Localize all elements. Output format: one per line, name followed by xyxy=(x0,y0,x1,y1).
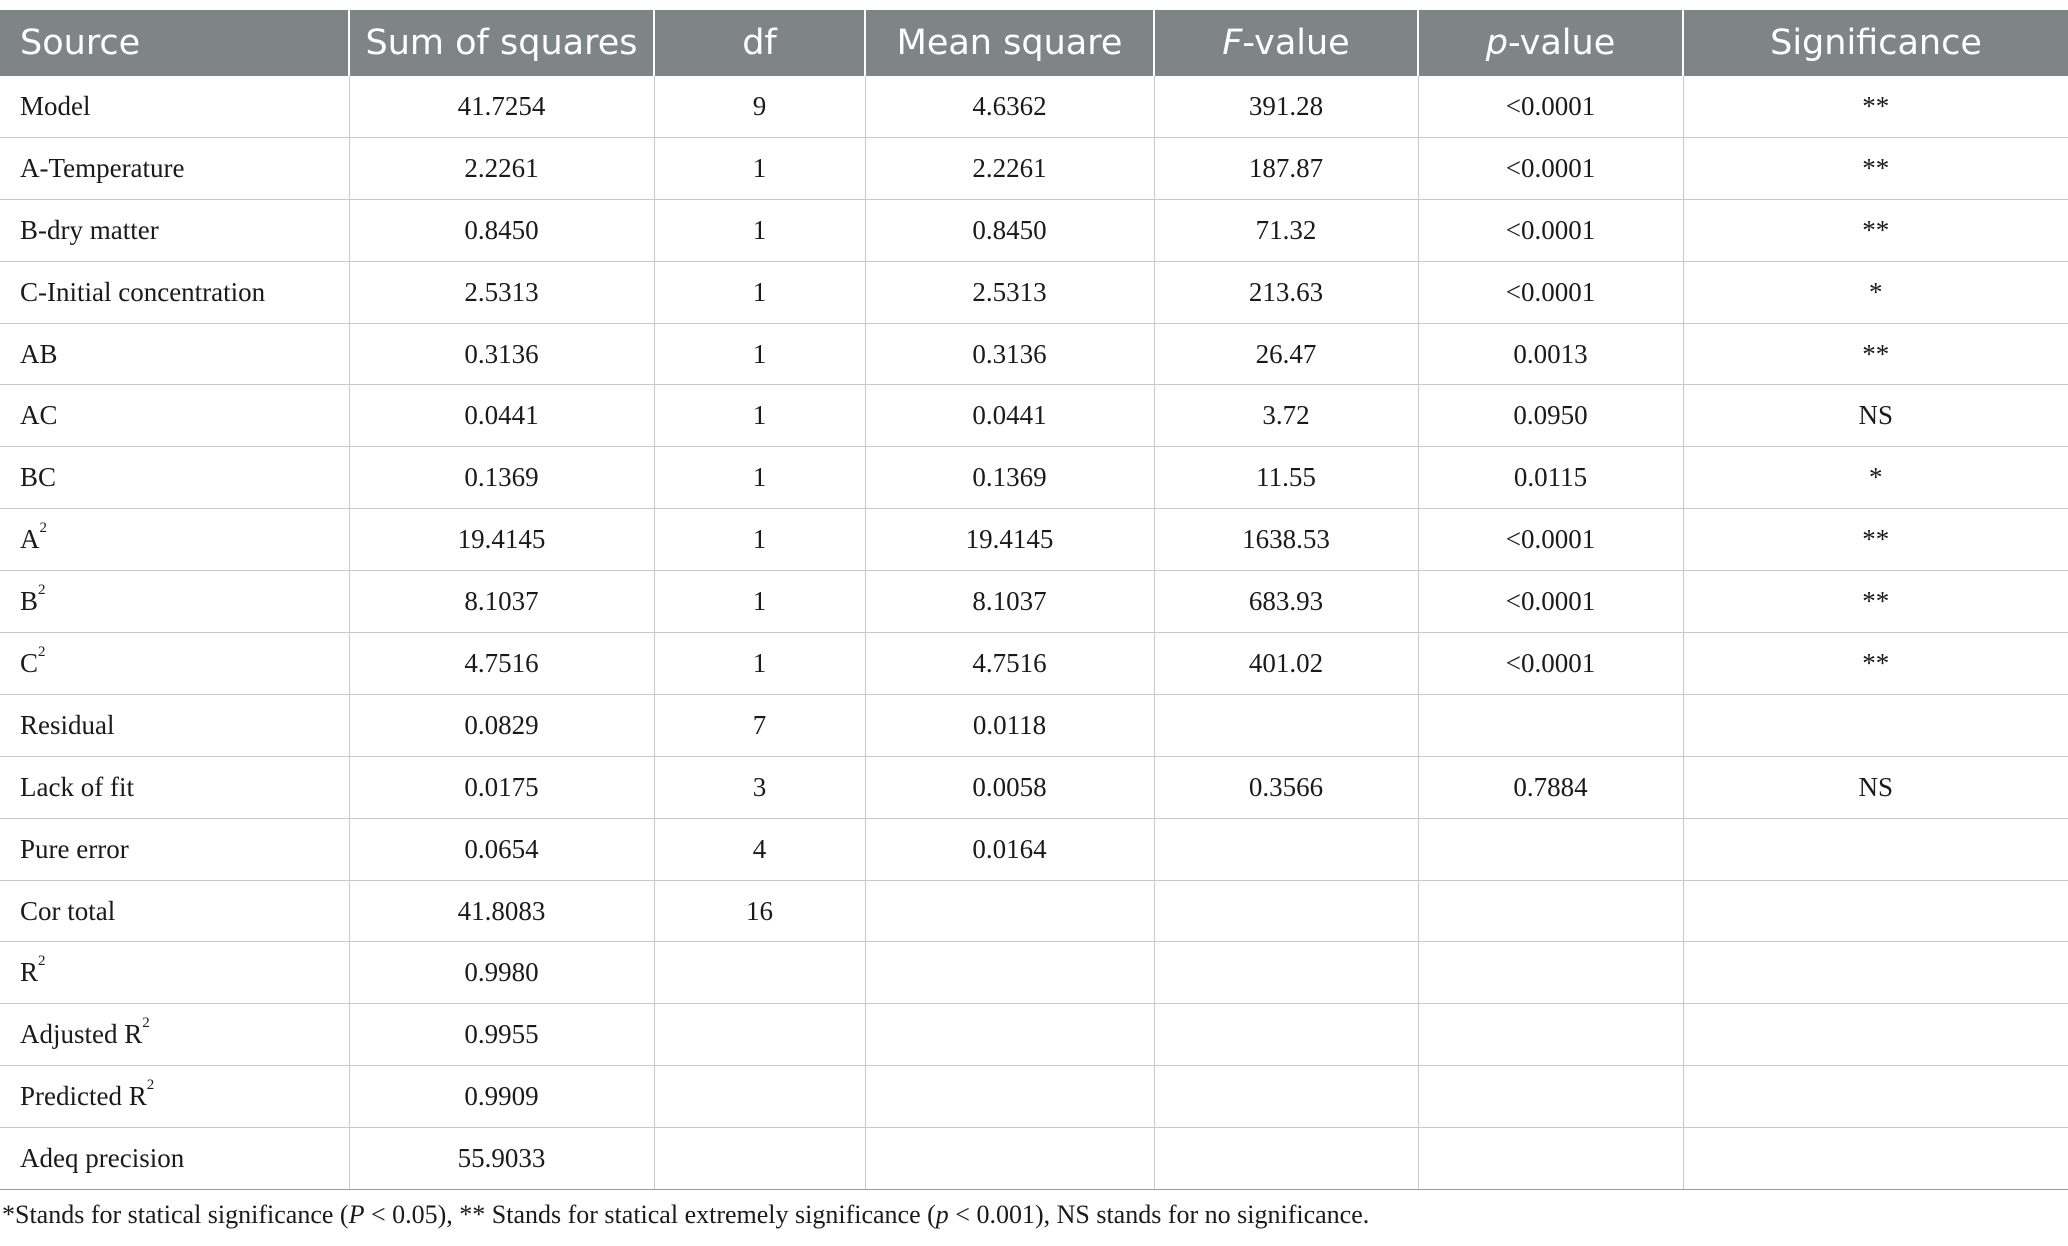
cell-source xyxy=(0,571,349,633)
cell-p-value xyxy=(1418,1066,1683,1128)
cell-significance: ** xyxy=(1683,76,2068,137)
cell-df: 1 xyxy=(654,633,865,695)
cell-mean-square: 2.5313 xyxy=(865,261,1154,323)
cell-f-value: 187.87 xyxy=(1154,137,1418,199)
cell-significance: ** xyxy=(1683,323,2068,385)
cell-f-value xyxy=(1154,1066,1418,1128)
cell-source xyxy=(0,76,349,137)
anova-table-container xyxy=(0,10,2068,1190)
cell-f-value xyxy=(1154,818,1418,880)
cell-mean-square xyxy=(865,1066,1154,1128)
cell-p-value: 0.0950 xyxy=(1418,385,1683,447)
cell-sum-of-squares: 0.1369 xyxy=(349,447,654,509)
cell-significance xyxy=(1683,1066,2068,1128)
cell-p-value: <0.0001 xyxy=(1418,137,1683,199)
cell-significance: ** xyxy=(1683,633,2068,695)
cell-p-value: <0.0001 xyxy=(1418,509,1683,571)
source-label: B xyxy=(20,586,39,617)
table-row xyxy=(0,199,2068,261)
cell-p-value xyxy=(1418,818,1683,880)
source-label: Adjusted R xyxy=(20,1019,143,1050)
cell-df xyxy=(654,1066,865,1128)
cell-sum-of-squares: 0.0654 xyxy=(349,818,654,880)
cell-mean-square: 4.7516 xyxy=(865,633,1154,695)
cell-p-value: <0.0001 xyxy=(1418,571,1683,633)
cell-f-value: 213.63 xyxy=(1154,261,1418,323)
footnote-p-low: p xyxy=(935,1200,949,1229)
cell-sum-of-squares: 0.9909 xyxy=(349,1066,654,1128)
anova-table xyxy=(0,10,2068,1190)
table-row xyxy=(0,756,2068,818)
cell-p-value xyxy=(1418,694,1683,756)
cell-f-value: 71.32 xyxy=(1154,199,1418,261)
cell-source xyxy=(0,942,349,1004)
header-significance: Significance xyxy=(1683,10,2068,76)
cell-source xyxy=(0,385,349,447)
source-label: C-Initial concentration xyxy=(20,276,266,307)
cell-mean-square: 0.0058 xyxy=(865,756,1154,818)
cell-p-value: 0.7884 xyxy=(1418,756,1683,818)
table-row xyxy=(0,509,2068,571)
source-superscript: 2 xyxy=(146,1077,155,1094)
source-superscript: 2 xyxy=(38,643,46,660)
cell-df: 1 xyxy=(654,571,865,633)
header-p-rest: -value xyxy=(1507,23,1616,63)
cell-sum-of-squares: 4.7516 xyxy=(349,633,654,695)
cell-mean-square xyxy=(865,1004,1154,1066)
source-label: AB xyxy=(20,338,58,369)
table-row xyxy=(0,447,2068,509)
table-row xyxy=(0,76,2068,137)
source-superscript: 2 xyxy=(39,520,47,537)
header-source: Source xyxy=(0,10,349,76)
cell-df: 1 xyxy=(654,261,865,323)
cell-significance xyxy=(1683,880,2068,942)
table-row xyxy=(0,261,2068,323)
cell-source xyxy=(0,447,349,509)
cell-significance xyxy=(1683,1004,2068,1066)
cell-source xyxy=(0,261,349,323)
cell-df: 1 xyxy=(654,509,865,571)
cell-f-value xyxy=(1154,880,1418,942)
cell-significance: * xyxy=(1683,447,2068,509)
cell-source xyxy=(0,1004,349,1066)
cell-mean-square: 2.2261 xyxy=(865,137,1154,199)
cell-mean-square: 8.1037 xyxy=(865,571,1154,633)
cell-significance xyxy=(1683,1128,2068,1190)
cell-significance: ** xyxy=(1683,137,2068,199)
cell-sum-of-squares: 2.5313 xyxy=(349,261,654,323)
table-row xyxy=(0,571,2068,633)
source-label: Adeq precision xyxy=(20,1143,185,1174)
cell-sum-of-squares: 0.8450 xyxy=(349,199,654,261)
cell-f-value: 3.72 xyxy=(1154,385,1418,447)
cell-sum-of-squares: 41.8083 xyxy=(349,880,654,942)
cell-f-value xyxy=(1154,694,1418,756)
cell-sum-of-squares: 0.0175 xyxy=(349,756,654,818)
cell-p-value: <0.0001 xyxy=(1418,199,1683,261)
cell-df: 3 xyxy=(654,756,865,818)
cell-sum-of-squares: 0.0829 xyxy=(349,694,654,756)
cell-sum-of-squares: 0.9980 xyxy=(349,942,654,1004)
cell-f-value: 0.3566 xyxy=(1154,756,1418,818)
cell-p-value xyxy=(1418,1128,1683,1190)
footnote-part1: *Stands for statical significance ( xyxy=(2,1200,349,1229)
cell-sum-of-squares: 41.7254 xyxy=(349,76,654,137)
cell-significance xyxy=(1683,942,2068,1004)
table-row xyxy=(0,1004,2068,1066)
source-superscript: 2 xyxy=(38,953,46,970)
header-df: df xyxy=(654,10,865,76)
cell-source xyxy=(0,818,349,880)
cell-df: 7 xyxy=(654,694,865,756)
cell-source xyxy=(0,137,349,199)
source-label: Lack of fit xyxy=(20,771,134,802)
cell-sum-of-squares: 0.9955 xyxy=(349,1004,654,1066)
source-label: Pure error xyxy=(20,833,129,864)
table-row xyxy=(0,323,2068,385)
cell-p-value: 0.0115 xyxy=(1418,447,1683,509)
cell-mean-square: 0.8450 xyxy=(865,199,1154,261)
header-f-italic: F xyxy=(1222,23,1243,63)
source-label: BC xyxy=(20,462,57,493)
cell-df: 1 xyxy=(654,323,865,385)
source-label: Cor total xyxy=(20,895,116,926)
cell-df: 1 xyxy=(654,137,865,199)
source-label: A-Temperature xyxy=(20,152,185,183)
cell-f-value: 11.55 xyxy=(1154,447,1418,509)
source-label: Model xyxy=(20,90,91,121)
cell-p-value xyxy=(1418,942,1683,1004)
header-f-value xyxy=(1154,10,1418,76)
cell-mean-square xyxy=(865,942,1154,1004)
cell-source xyxy=(0,1128,349,1190)
cell-significance: NS xyxy=(1683,756,2068,818)
cell-f-value: 26.47 xyxy=(1154,323,1418,385)
table-row xyxy=(0,633,2068,695)
table-row xyxy=(0,1066,2068,1128)
source-label: R xyxy=(20,957,39,988)
source-label: B-dry matter xyxy=(20,214,159,245)
cell-sum-of-squares: 2.2261 xyxy=(349,137,654,199)
footnote-p-cap: P xyxy=(348,1200,365,1229)
cell-sum-of-squares: 19.4145 xyxy=(349,509,654,571)
cell-f-value: 683.93 xyxy=(1154,571,1418,633)
table-row xyxy=(0,880,2068,942)
source-label: A xyxy=(20,524,40,555)
cell-mean-square: 0.0441 xyxy=(865,385,1154,447)
header-mean-square: Mean square xyxy=(865,10,1154,76)
cell-df: 1 xyxy=(654,447,865,509)
source-label: AC xyxy=(20,400,58,431)
table-footnote xyxy=(2,1200,1369,1230)
cell-significance xyxy=(1683,818,2068,880)
footnote-part3: < 0.001), NS stands for no significance. xyxy=(948,1200,1370,1229)
cell-p-value: 0.0013 xyxy=(1418,323,1683,385)
cell-df: 16 xyxy=(654,880,865,942)
cell-mean-square: 19.4145 xyxy=(865,509,1154,571)
header-p-italic: p xyxy=(1485,23,1508,63)
cell-f-value xyxy=(1154,942,1418,1004)
cell-significance xyxy=(1683,694,2068,756)
table-row xyxy=(0,385,2068,447)
cell-mean-square: 4.6362 xyxy=(865,76,1154,137)
source-label: Residual xyxy=(20,709,115,740)
table-body xyxy=(0,76,2068,1190)
cell-p-value: <0.0001 xyxy=(1418,261,1683,323)
cell-significance: * xyxy=(1683,261,2068,323)
cell-df xyxy=(654,1004,865,1066)
cell-df xyxy=(654,942,865,1004)
cell-significance: ** xyxy=(1683,199,2068,261)
source-superscript: 2 xyxy=(142,1015,150,1032)
cell-df: 1 xyxy=(654,385,865,447)
footnote-part2: < 0.05), ** Stands for statical extremely significance ( xyxy=(364,1200,936,1229)
cell-f-value: 401.02 xyxy=(1154,633,1418,695)
cell-mean-square: 0.3136 xyxy=(865,323,1154,385)
cell-sum-of-squares: 55.9033 xyxy=(349,1128,654,1190)
cell-source xyxy=(0,633,349,695)
cell-significance: ** xyxy=(1683,509,2068,571)
cell-source xyxy=(0,509,349,571)
header-f-rest: -value xyxy=(1242,23,1350,63)
cell-p-value xyxy=(1418,1004,1683,1066)
cell-mean-square: 0.0118 xyxy=(865,694,1154,756)
cell-f-value xyxy=(1154,1128,1418,1190)
header-p-value xyxy=(1418,10,1683,76)
cell-source xyxy=(0,199,349,261)
cell-sum-of-squares: 8.1037 xyxy=(349,571,654,633)
cell-mean-square xyxy=(865,880,1154,942)
cell-source xyxy=(0,880,349,942)
table-row xyxy=(0,1128,2068,1190)
cell-df: 4 xyxy=(654,818,865,880)
cell-f-value: 1638.53 xyxy=(1154,509,1418,571)
cell-mean-square: 0.0164 xyxy=(865,818,1154,880)
cell-significance: NS xyxy=(1683,385,2068,447)
cell-df xyxy=(654,1128,865,1190)
cell-source xyxy=(0,323,349,385)
header-sum-of-squares: Sum of squares xyxy=(349,10,654,76)
cell-source xyxy=(0,1066,349,1128)
table-row xyxy=(0,137,2068,199)
source-label: C xyxy=(20,647,39,678)
cell-df: 9 xyxy=(654,76,865,137)
cell-f-value: 391.28 xyxy=(1154,76,1418,137)
cell-df: 1 xyxy=(654,199,865,261)
header-row xyxy=(0,10,2068,76)
cell-p-value: <0.0001 xyxy=(1418,633,1683,695)
table-header xyxy=(0,10,2068,76)
table-row xyxy=(0,942,2068,1004)
cell-sum-of-squares: 0.0441 xyxy=(349,385,654,447)
cell-p-value: <0.0001 xyxy=(1418,76,1683,137)
cell-source xyxy=(0,694,349,756)
table-row xyxy=(0,694,2068,756)
cell-source xyxy=(0,756,349,818)
cell-sum-of-squares: 0.3136 xyxy=(349,323,654,385)
cell-mean-square xyxy=(865,1128,1154,1190)
source-superscript: 2 xyxy=(38,582,46,599)
cell-p-value xyxy=(1418,880,1683,942)
cell-mean-square: 0.1369 xyxy=(865,447,1154,509)
source-label: Predicted R xyxy=(20,1081,147,1112)
table-row xyxy=(0,818,2068,880)
cell-f-value xyxy=(1154,1004,1418,1066)
cell-significance: ** xyxy=(1683,571,2068,633)
